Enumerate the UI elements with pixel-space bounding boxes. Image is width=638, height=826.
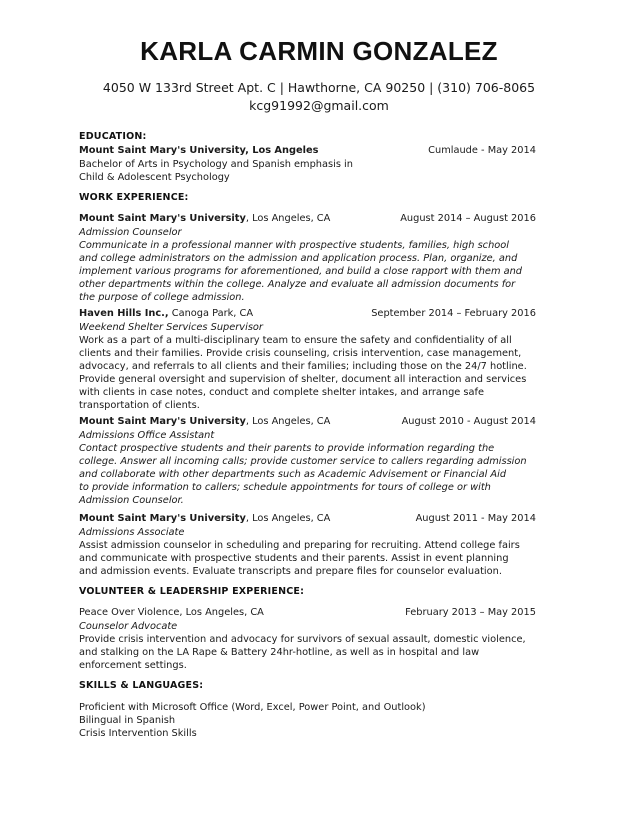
job-org: Haven Hills Inc., Canoga Park, CA (79, 308, 254, 319)
job-org: Mount Saint Mary's University, Los Angeles, CA (79, 513, 331, 524)
contact-email: kcg91992@gmail.com (249, 98, 389, 113)
job-desc-line: Communicate in a professional manner with prospective students, families, high school (79, 240, 509, 251)
education-degree-line: Child & Adolescent Psychology (79, 172, 230, 183)
candidate-name: KARLA CARMIN GONZALEZ (140, 36, 498, 66)
job-desc-line: implement various programs for aforementioned, and build a close rapport with them and (79, 266, 523, 277)
job-desc-line: and communicate with prospective students and their parents. Assist in event planning (79, 553, 509, 564)
job-desc-line: the purpose of college admission. (79, 292, 245, 303)
job-date: August 2010 - August 2014 (401, 416, 536, 427)
volunteer-desc-line: enforcement settings. (79, 660, 187, 671)
job-desc-line: other departments within the college. Analyze and evaluate all admission documents for (79, 279, 516, 290)
job-title: Admissions Associate (79, 527, 185, 538)
job-desc-line: and collaborate with other departments such as Academic Advisement or Financial Aid (79, 469, 507, 480)
job-title: Admissions Office Assistant (79, 430, 215, 441)
job-org: Mount Saint Mary's University, Los Angeles, CA (79, 416, 331, 427)
volunteer-desc-line: and stalking on the LA Rape & Battery 24hr-hotline, as well as in hospital and law (79, 647, 480, 658)
job-org: Mount Saint Mary's University, Los Angeles, CA (79, 213, 331, 224)
skill-item: Crisis Intervention Skills (79, 728, 197, 739)
education-honor: Cumlaude - May 2014 (428, 145, 536, 156)
job-desc-line: to provide information to callers; schedule appointments for tours of college or with (79, 482, 491, 493)
job-row (79, 213, 536, 227)
job-desc-line: advocacy, and referrals to all clients and their families; including those on the 24/7 hotline. (79, 361, 527, 372)
job-desc-line: Admission Counselor. (79, 495, 184, 506)
job-desc-line: Assist admission counselor in scheduling and preparing for recruiting. Attend college fairs (79, 540, 520, 551)
job-desc-line: transportation of clients. (79, 400, 200, 411)
job-desc-line: Contact prospective students and their parents to provide information regarding the (79, 443, 495, 454)
volunteer-org: Peace Over Violence, Los Angeles, CA (79, 607, 264, 618)
volunteer-date: February 2013 – May 2015 (405, 607, 536, 618)
volunteer-desc-line: Provide crisis intervention and advocacy for survivors of sexual assault, domestic violence, (79, 634, 526, 645)
job-row (79, 416, 536, 430)
skills-heading: SKILLS & LANGUAGES: (79, 680, 204, 691)
job-date: August 2014 – August 2016 (400, 213, 536, 224)
job-date: August 2011 - May 2014 (415, 513, 536, 524)
volunteer-heading: VOLUNTEER & LEADERSHIP EXPERIENCE: (79, 586, 305, 597)
job-desc-line: Provide general oversight and supervision of shelter, document all interaction and services (79, 374, 527, 385)
job-row (79, 513, 536, 527)
education-degree-line: Bachelor of Arts in Psychology and Spanish emphasis in (79, 159, 353, 170)
job-desc-line: and college administrators on the admission and application process. Plan, organize, and (79, 253, 518, 264)
job-desc-line: with clients in case notes, conduct and complete shelter intakes, and arrange safe (79, 387, 485, 398)
volunteer-title: Counselor Advocate (79, 621, 178, 632)
education-row (79, 145, 536, 159)
job-desc-line: clients and their families. Provide crisis counseling, crisis intervention, case management, (79, 348, 522, 359)
job-date: September 2014 – February 2016 (371, 308, 536, 319)
job-desc-line: and admission events. Evaluate transcripts and prepare files for counselor evaluation. (79, 566, 502, 577)
education-heading: EDUCATION: (79, 131, 147, 142)
skill-item: Proficient with Microsoft Office (Word, Excel, Power Point, and Outlook) (79, 702, 426, 713)
job-row (79, 308, 536, 322)
education-school: Mount Saint Mary's University, Los Angeles (79, 145, 319, 156)
job-desc-line: college. Answer all incoming calls; provide customer service to callers regarding admission (79, 456, 527, 467)
work-heading: WORK EXPERIENCE: (79, 192, 189, 203)
job-title: Admission Counselor (79, 227, 182, 238)
contact-address: 4050 W 133rd Street Apt. C | Hawthorne, CA 90250 | (310) 706-8065 (102, 80, 536, 95)
skill-item: Bilingual in Spanish (79, 715, 176, 726)
job-title: Weekend Shelter Services Supervisor (79, 322, 263, 333)
job-desc-line: Work as a part of a multi-disciplinary team to ensure the safety and confidentiality of all (79, 335, 512, 346)
volunteer-row (79, 607, 536, 621)
